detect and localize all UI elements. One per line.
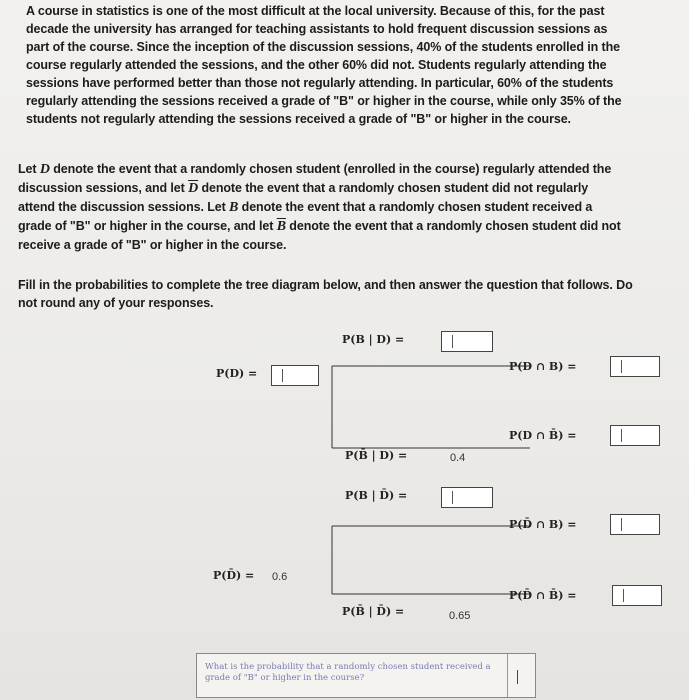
input-p-D[interactable] [271, 365, 319, 386]
label-p-B-given-notD: P(B | D̄) = [345, 489, 408, 502]
label-p-B-given-D: P(B | D) = [342, 333, 405, 346]
label-p-notB-given-notD: P(B̄ | D̄) = [342, 605, 405, 618]
label-p-notD: P(D̄) = [213, 569, 255, 582]
label-p-D-and-B: P(D ∩ B) = [509, 360, 577, 373]
instructions-paragraph: Fill in the probabilities to complete the tree diagram below, and then answer the question that follows. Do not round any of your responses. [18, 278, 633, 310]
label-p-notB-given-D: P(B̄ | D) = [345, 449, 408, 462]
question-text: What is the probability that a randomly chosen student received a grade of "B" or higher in the course? [205, 662, 491, 683]
input-p-B-given-D[interactable] [441, 331, 493, 352]
answer-input-cursor[interactable] [517, 670, 518, 684]
label-p-D-and-notB: P(D ∩ B̄) = [509, 429, 577, 442]
p2-text-a: Let [18, 162, 40, 176]
input-p-B-given-notD[interactable] [441, 487, 493, 508]
label-p-D: P(D) = [216, 367, 258, 380]
var-B: B [229, 200, 239, 215]
value-p-notB-given-notD: 0.65 [449, 610, 471, 622]
var-B-bar: $\overline{B}$ [276, 219, 286, 234]
p2-text-d: denote the event that a randomly chosen student received a grade of "B" or higher in the course, and let [18, 200, 593, 233]
input-p-D-and-notB[interactable] [610, 425, 660, 446]
p2-text-b: denote the event that a randomly chosen student (enrolled in the course) regularly attended the discussion sessions, and let [18, 162, 612, 195]
problem-intro-paragraph: A course in statistics is one of the most difficult at the local university. Because of this, for the past decade the university has arranged for teaching assistants to hold frequent discussion sessions as part of the course. Since the inception of the discussion sessions, 40% of the students enrolled in the course regularly attended the sessions, and the other 60% did not. Students regularly attending the sessions have performed better than those not regularly attending. In particular, 60% of the students regularly attending the sessions received a grade of "B" or higher in the course, while only 35% of the students not regularly attending the sessions received a grade of "B" or higher in the course. [26, 4, 622, 126]
label-p-notD-and-notB: P(D̄ ∩ B̄) = [509, 589, 577, 602]
question-divider [507, 654, 508, 697]
value-p-notD: 0.6 [272, 571, 288, 583]
input-p-D-and-B[interactable] [610, 356, 660, 377]
input-p-notD-and-B[interactable] [610, 514, 660, 535]
p2-text-e: denote the event that a randomly chosen student did not receive a grade of "B" or higher in the course. [18, 219, 621, 252]
input-p-notD-and-notB[interactable] [612, 585, 662, 606]
var-D-bar: $\overline{D}$ [188, 181, 199, 196]
p2-text-c: denote the event that a randomly chosen student did not regularly attend the discussion sessions. Let [18, 181, 589, 214]
question-box [196, 653, 536, 698]
value-p-notB-given-D: 0.4 [450, 452, 466, 464]
label-p-notD-and-B: P(D̄ ∩ B) = [509, 518, 577, 531]
var-D: D [39, 162, 50, 177]
